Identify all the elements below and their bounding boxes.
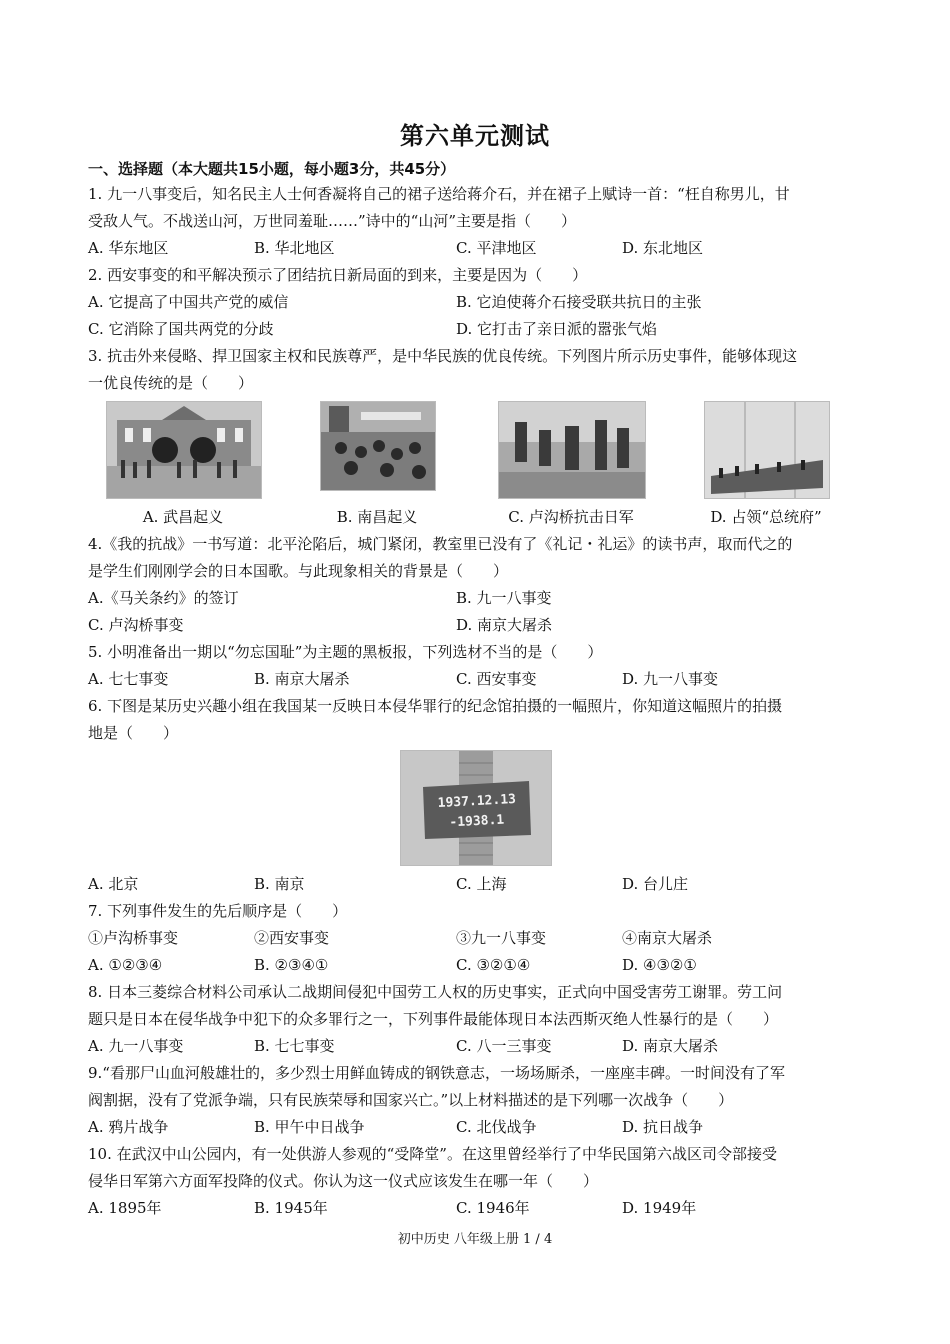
q4-option-b: B. 九一八事变: [456, 589, 552, 607]
q3-option-a: A. 武昌起义: [142, 508, 224, 526]
q4-option-a: A.《马关条约》的签订: [88, 589, 239, 607]
q7-option-b: B. ②③④①: [254, 956, 329, 974]
q4-stem-line2: 是学生们刚刚学会的日本国歌。与此现象相关的背景是（ ）: [88, 562, 509, 580]
q7-event-2: ②西安事变: [254, 929, 330, 947]
q3-option-b: B. 南昌起义: [336, 508, 418, 526]
q5-option-d: D. 九一八事变: [622, 670, 719, 688]
q9-option-d: D. 抗日战争: [622, 1118, 704, 1136]
q5-option-c: C. 西安事变: [456, 670, 537, 688]
q2-stem-line1: 2. 西安事变的和平解决预示了团结抗日新局面的到来，主要是因为（ ）: [88, 266, 588, 284]
q7-stem-line1: 7. 下列事件发生的先后顺序是（ ）: [88, 902, 348, 920]
photo-presidential-palace: [704, 401, 830, 499]
q8-option-c: C. 八一三事变: [456, 1037, 552, 1055]
q3-option-d: D. 占领“总统府”: [710, 508, 822, 526]
photo-wuchang-uprising: [106, 401, 262, 499]
q8-stem-line2: 题只是日本在侵华战争中犯下的众多罪行之一，下列事件最能体现日本法西斯灭绝人性暴行的是（ ）: [88, 1010, 779, 1028]
q6-option-c: C. 上海: [456, 875, 507, 893]
q8-option-a: A. 九一八事变: [88, 1037, 184, 1055]
q8-option-d: D. 南京大屠杀: [622, 1037, 719, 1055]
q1-option-d: D. 东北地区: [622, 239, 704, 257]
photo-memorial-monument: [400, 750, 552, 866]
q1-stem-line1: 1. 九一八事变后，知名民主人士何香凝将自己的裙子送给蒋介石，并在裙子上赋诗一首：“枉自称男儿，甘: [88, 185, 790, 203]
q1-option-a: A. 华东地区: [88, 239, 169, 257]
q6-option-d: D. 台儿庄: [622, 875, 689, 893]
page-footer: 初中历史 八年级上册 1 / 4: [397, 1232, 553, 1247]
q10-option-d: D. 1949年: [622, 1199, 697, 1217]
q4-stem-line1: 4.《我的抗战》一书写道：北平沦陷后，城门紧闭，教室里已没有了《礼记・礼运》的读书声，取而代之的: [88, 535, 793, 553]
q3-stem-line1: 3. 抗击外来侵略、捍卫国家主权和民族尊严，是中华民族的优良传统。下列图片所示历史事件，能够体现这: [88, 347, 798, 365]
monument-date-bottom: -1938.1: [449, 812, 505, 831]
q6-stem-line2: 地是（ ）: [88, 724, 179, 742]
q6-option-b: B. 南京: [254, 875, 305, 893]
q2-option-a: A. 它提高了中国共产党的威信: [88, 293, 289, 311]
page-title: 第六单元测试: [400, 122, 550, 150]
q7-event-4: ④南京大屠杀: [622, 929, 713, 947]
q7-option-a: A. ①②③④: [88, 956, 163, 974]
q1-stem-line2: 受敌人气。不战送山河，万世同羞耻……”诗中的“山河”主要是指（ ）: [88, 212, 577, 230]
q1-option-b: B. 华北地区: [254, 239, 335, 257]
photo-nanchang-uprising: [320, 401, 436, 491]
q2-option-c: C. 它消除了国共两党的分歧: [88, 320, 274, 338]
q2-option-d: D. 它打击了亲日派的嚣张气焰: [456, 320, 658, 338]
q5-stem-line1: 5. 小明准备出一期以“勿忘国耻”为主题的黑板报，下列选材不当的是（ ）: [88, 643, 603, 661]
q7-option-d: D. ④③②①: [622, 956, 697, 974]
q5-option-a: A. 七七事变: [88, 670, 169, 688]
q3-option-c: C. 卢沟桥抗击日军: [508, 508, 634, 526]
q6-option-a: A. 北京: [88, 875, 139, 893]
q8-option-b: B. 七七事变: [254, 1037, 335, 1055]
monument-date-top: 1937.12.13: [437, 791, 517, 812]
q7-option-c: C. ③②①④: [456, 956, 531, 974]
q4-option-c: C. 卢沟桥事变: [88, 616, 184, 634]
q7-event-1: ①卢沟桥事变: [88, 929, 179, 947]
q10-option-c: C. 1946年: [456, 1199, 530, 1217]
q4-option-d: D. 南京大屠杀: [456, 616, 553, 634]
q2-option-b: B. 它迫使蒋介石接受联共抗日的主张: [456, 293, 702, 311]
q10-stem-line2: 侵华日军第六方面军投降的仪式。你认为这一仪式应该发生在哪一年（ ）: [88, 1172, 599, 1190]
q8-stem-line1: 8. 日本三菱综合材料公司承认二战期间侵犯中国劳工人权的历史事实，正式向中国受害劳工谢罪。劳工问: [88, 983, 783, 1001]
q9-option-b: B. 甲午中日战争: [254, 1118, 365, 1136]
q10-option-b: B. 1945年: [254, 1199, 328, 1217]
q1-option-c: C. 平津地区: [456, 239, 537, 257]
q5-option-b: B. 南京大屠杀: [254, 670, 350, 688]
section-header: 一、选择题（本大题共15小题，每小题3分，共45分）: [88, 160, 456, 178]
q6-stem-line1: 6. 下图是某历史兴趣小组在我国某一反映日本侵华罪行的纪念馆拍摄的一幅照片，你知道这幅照片的拍摄: [88, 697, 783, 715]
q9-option-c: C. 北伐战争: [456, 1118, 537, 1136]
q9-option-a: A. 鸦片战争: [88, 1118, 169, 1136]
q9-stem-line2: 阀割据，没有了党派争端，只有民族荣辱和国家兴亡。”以上材料描述的是下列哪一次战争（ ）: [88, 1091, 734, 1109]
q10-stem-line1: 10. 在武汉中山公园内，有一处供游人参观的“受降堂”。在这里曾经举行了中华民国第六战区司令部接受: [88, 1145, 777, 1163]
photo-lugou-bridge: [498, 401, 646, 499]
q9-stem-line1: 9.“看那尸山血河般雄壮的，多少烈士用鲜血铸成的钢铁意志，一场场厮杀，一座座丰碑。一时间没有了军: [88, 1064, 785, 1082]
q7-event-3: ③九一八事变: [456, 929, 547, 947]
q3-stem-line2: 一优良传统的是（ ）: [88, 374, 254, 392]
q10-option-a: A. 1895年: [88, 1199, 162, 1217]
